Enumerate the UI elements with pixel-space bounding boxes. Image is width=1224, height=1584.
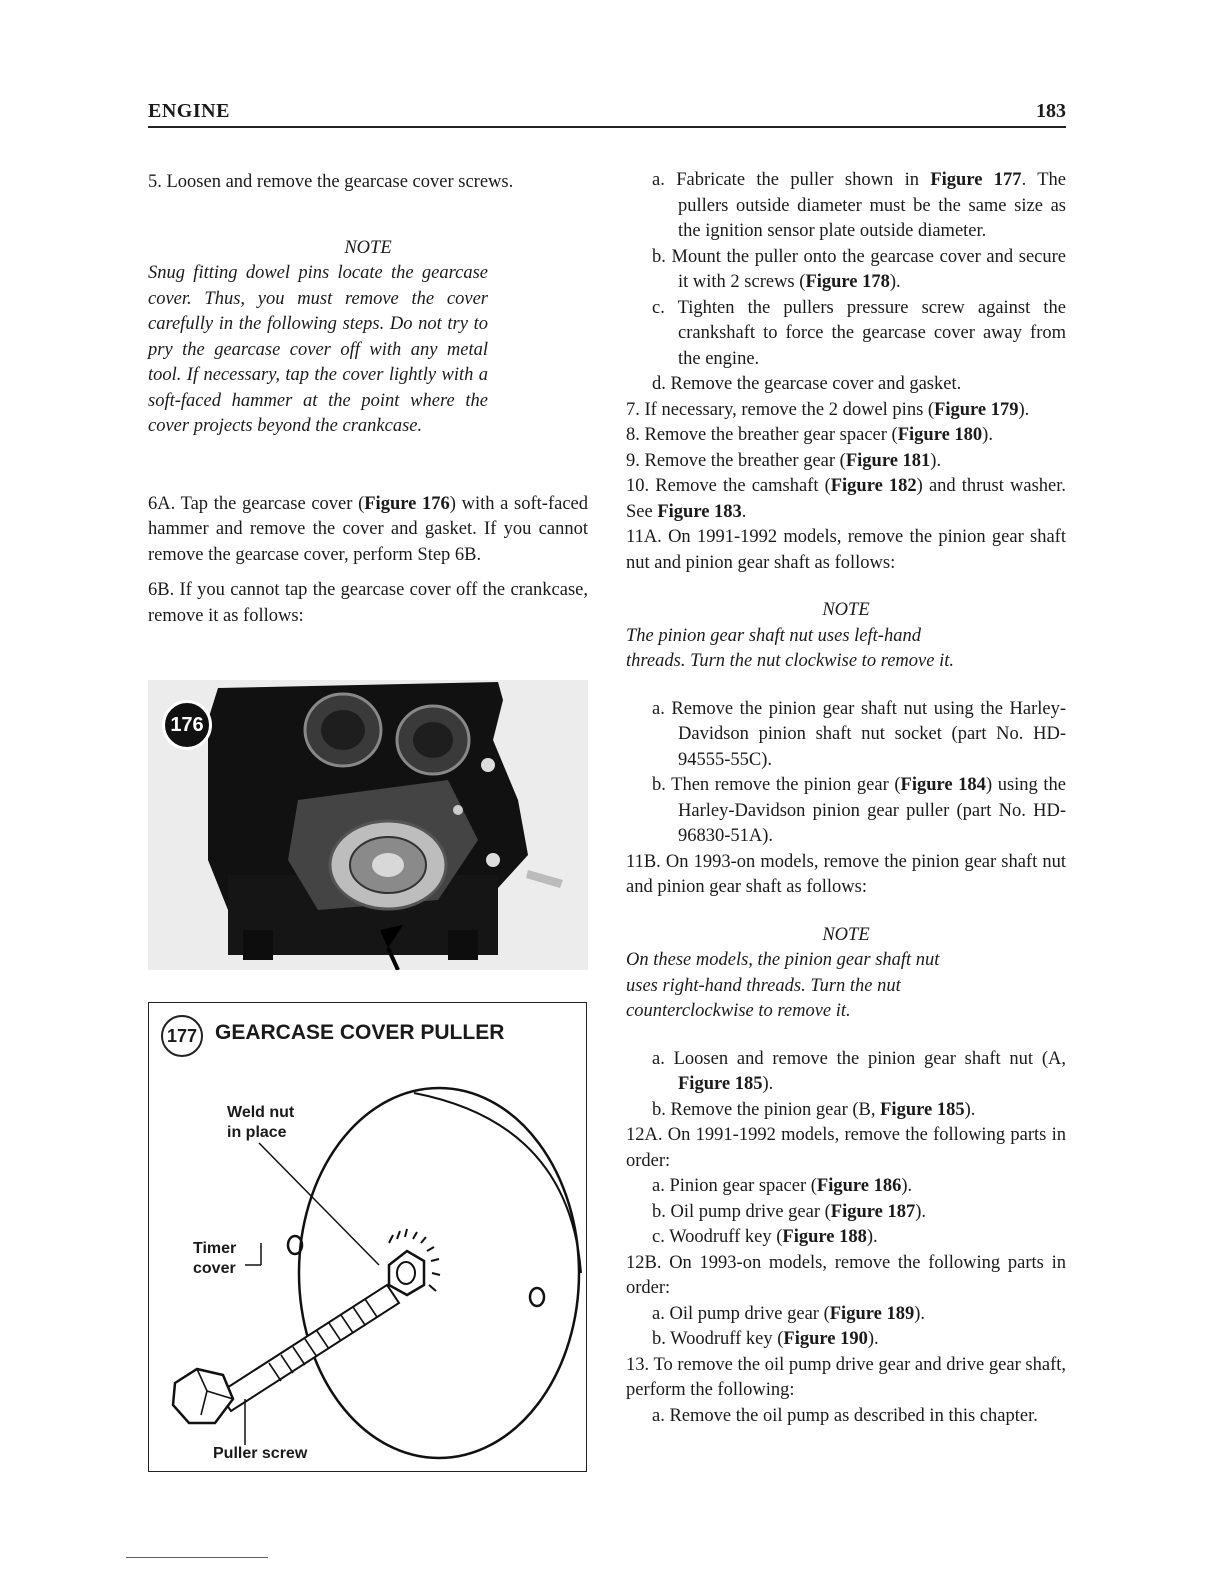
step-6-sub-a: a. Fabricate the puller shown in Figure 177. The pullers outside diameter must be the same size as the ignition sensor plate outside diameter. [652, 170, 1066, 241]
step-11a: 11A. On 1991-1992 models, remove the pinion gear shaft nut and pinion gear shaft as follows: [626, 527, 1066, 573]
step-12a: 12A. On 1991-1992 models, remove the following parts in order: [626, 1125, 1066, 1171]
step-12a-sub-c: c. Woodruff key (Figure 188). [652, 1227, 878, 1247]
step-6-sub-c: c. Tighten the pullers pressure screw against the crankshaft to force the gearcase cover away from the engine. [652, 297, 1066, 369]
puller-drawing [149, 1003, 586, 1471]
step-10: 10. Remove the camshaft (Figure 182) and thrust washer. See Figure 183. [626, 476, 1066, 522]
label-weld-nut: Weld nut in place [227, 1104, 295, 1141]
footer-rule [126, 1557, 268, 1558]
step-5: 5. Loosen and remove the gearcase cover screws. [148, 172, 514, 192]
step-9: 9. Remove the breather gear (Figure 181). [626, 450, 942, 471]
page-number: 183 [1036, 100, 1066, 122]
step-7: 7. If necessary, remove the 2 dowel pins (Figure 179). [626, 399, 1030, 420]
note-text: The pinion gear shaft nut uses left-hand threads. Turn the nut clockwise to remove it. [626, 625, 954, 671]
right-column [626, 168, 1066, 1429]
figure-176-photo [148, 680, 588, 970]
label-timer-cover: Timer cover [193, 1240, 237, 1277]
note-text: Snug fitting dowel pins locate the gearcase cover. Thus, you must remove the cover carefully in the following steps. Do not try to pry the gearcase cover off with any metal tool. If necessary, tap the cover lightly with a soft-faced hammer at the point where the cover projects beyond the crankcase. [148, 263, 488, 436]
note-title: NOTE [344, 237, 392, 258]
figure-177-diagram [148, 1002, 587, 1472]
step-12a-sub-a: a. Pinion gear spacer (Figure 186). [652, 1176, 913, 1196]
engine-photo [148, 680, 588, 970]
step-6-sub-d: d. Remove the gearcase cover and gasket. [652, 374, 962, 394]
label-puller-screw: Puller screw [213, 1445, 308, 1462]
figure-177-title: GEARCASE COVER PULLER [215, 1021, 505, 1044]
figure-177-badge: 177 [161, 1015, 203, 1057]
step-11a-sub-b: b. Then remove the pinion gear (Figure 184) using the Harley-Davidson pinion gear puller (part No. HD-96830-51A). [652, 775, 1066, 846]
page-header [148, 96, 1066, 128]
step-6-sub-b: b. Mount the puller onto the gearcase cover and secure it with 2 screws (Figure 178). [652, 246, 1066, 292]
note-title: NOTE [822, 924, 870, 945]
step-11b-sub-a: a. Loosen and remove the pinion gear shaft nut (A, Figure 185). [652, 1048, 1066, 1094]
step-13: 13. To remove the oil pump drive gear and drive gear shaft, perform the following: [626, 1354, 1066, 1400]
step-12a-sub-b: b. Oil pump drive gear (Figure 187). [652, 1201, 927, 1222]
step-8: 8. Remove the breather gear spacer (Figure 180). [626, 425, 993, 445]
figure-176-badge: 176 [162, 700, 212, 750]
step-12b-sub-a: a. Oil pump drive gear (Figure 189). [652, 1303, 925, 1324]
step-12b-sub-b: b. Woodruff key (Figure 190). [652, 1329, 879, 1349]
step-6a: 6A. Tap the gearcase cover (Figure 176) with a soft-faced hammer and remove the cover and gasket. If you cannot remove the gearcase cover, perform Step 6B. [148, 493, 588, 565]
section-title: ENGINE [148, 100, 230, 122]
step-12b: 12B. On 1993-on models, remove the following parts in order: [626, 1252, 1066, 1298]
step-13-sub-a: a. Remove the oil pump as described in this chapter. [652, 1405, 1038, 1426]
left-column [148, 170, 588, 629]
step-11b: 11B. On 1993-on models, remove the pinion gear shaft nut and pinion gear shaft as follows: [626, 851, 1066, 897]
step-11a-sub-a: a. Remove the pinion gear shaft nut using the Harley-Davidson pinion shaft nut socket (part No. HD-94555-55C). [652, 698, 1066, 770]
step-11b-sub-b: b. Remove the pinion gear (B, Figure 185). [652, 1099, 976, 1120]
step-6b: 6B. If you cannot tap the gearcase cover off the crankcase, remove it as follows: [148, 580, 588, 626]
note-text: On these models, the pinion gear shaft nut uses right-hand threads. Turn the nut counterclockwise to remove it. [626, 950, 940, 1021]
note-title: NOTE [822, 600, 870, 620]
